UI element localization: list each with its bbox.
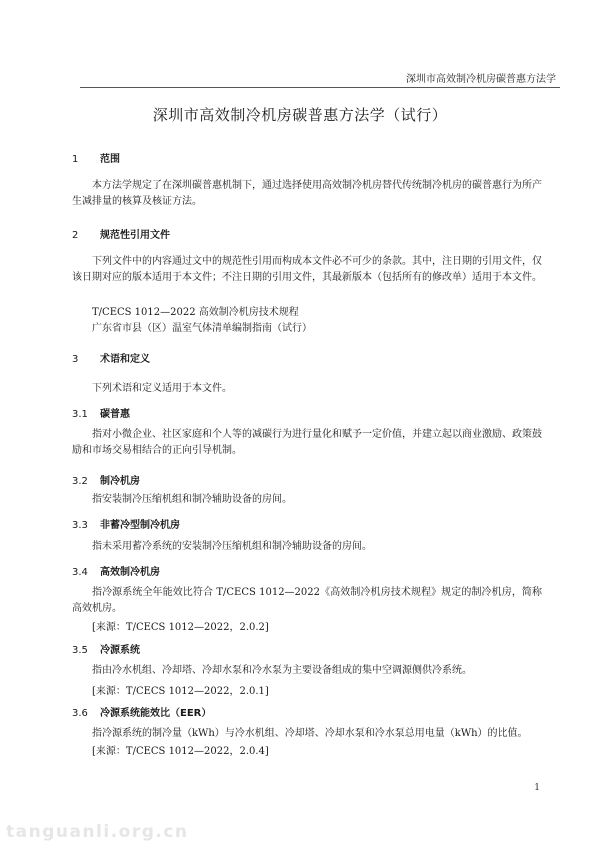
- term-source: [来源：T/CECS 1012—2022，2.0.4]: [92, 746, 269, 757]
- term-heading-3-5: [72, 641, 140, 656]
- term-definition: 指对小微企业、社区家庭和个人等的减碳行为进行量化和赋予一定价值，并建立起以商业激励、政策鼓励和市场交易相结合的正向引导机制。: [72, 429, 542, 456]
- section-number: 1: [72, 154, 79, 165]
- term-number: 3.2: [72, 476, 88, 487]
- term-title: 冷源系统能效比（EER）: [100, 708, 212, 719]
- section-title: 规范性引用文件: [100, 230, 170, 241]
- reference-item: 广东省市县（区）温室气体清单编制指南（试行）: [92, 323, 312, 334]
- term-heading-3-1: [72, 405, 130, 420]
- running-header: 深圳市高效制冷机房碳普惠方法学: [406, 74, 556, 85]
- term-heading-3-4: [72, 563, 160, 578]
- paragraph-normative-references: 下列文件中的内容通过文中的规范性引用而构成本文件必不可少的条款。其中，注日期的引用文件，仅该日期对应的版本适用于本文件；不注日期的引用文件，其最新版本（包括所有的修改单）适用于本文件。: [72, 256, 542, 283]
- term-heading-3-3: [72, 516, 180, 531]
- paragraph-terms-intro: 下列术语和定义适用于本文件。: [92, 383, 232, 394]
- term-definition: 指冷源系统全年能效比符合 T/CECS 1012—2022《高效制冷机房技术规程》规定的制冷机房，简称高效机房。: [72, 587, 542, 614]
- reference-item: T/CECS 1012—2022 高效制冷机房技术规程: [92, 307, 299, 318]
- section-heading-3: [72, 350, 150, 365]
- term-heading-3-6: [72, 704, 211, 719]
- term-number: 3.6: [72, 708, 88, 719]
- term-definition: 指冷源系统的制冷量（kWh）与冷水机组、冷却塔、冷却水泵和冷水泵总用电量（kWh）的比值。: [92, 728, 528, 739]
- section-heading-1: [72, 150, 120, 165]
- term-number: 3.3: [72, 520, 88, 531]
- term-number: 3.5: [72, 645, 88, 656]
- section-title: 范围: [100, 154, 120, 165]
- term-definition: 指安装制冷压缩机组和制冷辅助设备的房间。: [92, 494, 292, 505]
- term-title: 冷源系统: [100, 645, 140, 656]
- term-title: 非蓄冷型制冷机房: [100, 520, 180, 531]
- section-number: 2: [72, 230, 79, 241]
- term-definition: 指由冷水机组、冷却塔、冷却水泵和冷水泵为主要设备组成的集中空调源侧供冷系统。: [92, 665, 472, 676]
- page-number: 1: [534, 783, 540, 793]
- site-watermark: tanguanli.org.cn: [6, 822, 189, 842]
- paragraph-scope: 本方法学规定了在深圳碳普惠机制下，通过选择使用高效制冷机房替代传统制冷机房的碳普惠行为所产生减排量的核算及核证方法。: [72, 180, 542, 207]
- section-heading-2: [72, 226, 170, 241]
- term-title: 高效制冷机房: [100, 567, 160, 578]
- term-heading-3-2: [72, 472, 140, 487]
- document-title: 深圳市高效制冷机房碳普惠方法学（试行）: [152, 106, 448, 124]
- term-title: 制冷机房: [100, 476, 140, 487]
- term-definition: 指未采用蓄冷系统的安装制冷压缩机组和制冷辅助设备的房间。: [92, 541, 372, 552]
- section-title: 术语和定义: [100, 354, 150, 365]
- term-title: 碳普惠: [100, 409, 130, 420]
- term-number: 3.4: [72, 567, 88, 578]
- section-number: 3: [72, 354, 79, 365]
- header-rule: [80, 87, 560, 88]
- term-source: [来源：T/CECS 1012—2022，2.0.1]: [92, 686, 269, 697]
- term-number: 3.1: [72, 409, 88, 420]
- term-source: [来源：T/CECS 1012—2022，2.0.2]: [92, 622, 269, 633]
